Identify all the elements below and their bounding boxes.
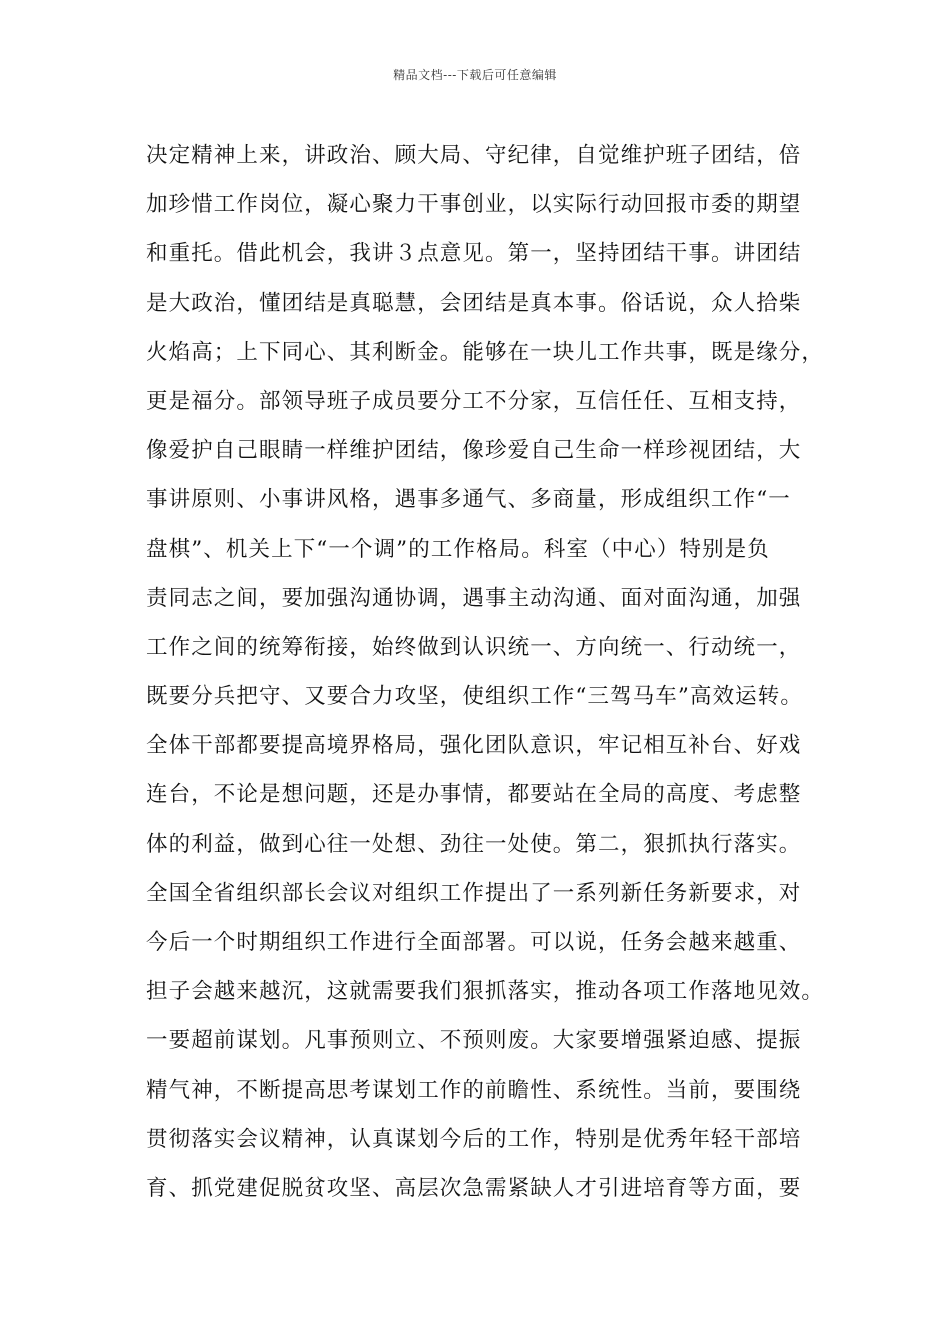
text-line: 是大政治，懂团结是真聪慧，会团结是真本事。俗话说，众人拾柴 (146, 290, 802, 316)
text-line: 体的利益，做到心往一处想、劲往一处使。第二，狠抓执行落实。 (146, 831, 802, 857)
text-line: 盘棋”、机关上下“一个调”的工作格局。科室（中心）特别是负 (146, 536, 770, 562)
text-line: 精气神，不断提高思考谋划工作的前瞻性、系统性。当前，要围绕 (146, 1077, 802, 1103)
text-line: 和重托。借此机会，我讲３点意见。第一，坚持团结干事。讲团结 (146, 241, 802, 267)
text-line: 既要分兵把守、又要合力攻坚，使组织工作“三驾马车”高效运转。 (146, 684, 803, 710)
text-line: 今后一个时期组织工作进行全面部署。可以说，任务会越来越重、 (146, 930, 802, 955)
text-line: 工作之间的统筹衔接，始终做到认识统一、方向统一、行动统一， (146, 634, 802, 660)
text-line: 加珍惜工作岗位，凝心聚力干事创业，以实际行动回报市委的期望 (146, 192, 802, 218)
text-line: 事讲原则、小事讲风格，遇事多通气、多商量，形成组织工作“一 (146, 487, 791, 513)
text-line: 贯彻落实会议精神，认真谋划今后的工作，特别是优秀年轻干部培 (146, 1126, 802, 1152)
text-line: 像爱护自己眼睛一样维护团结，像珍爱自己生命一样珍视团结，大 (146, 438, 802, 464)
text-line: 更是福分。部领导班子成员要分工不分家，互信任任、互相支持， (146, 388, 802, 414)
text-line: 决定精神上来，讲政治、顾大局、守纪律，自觉维护班子团结，倍 (146, 143, 802, 168)
text-line: 一要超前谋划。凡事预则立、不预则废。大家要增强紧迫感、提振 (146, 1028, 802, 1054)
document-body (146, 131, 836, 1213)
text-line: 责同志之间，要加强沟通协调，遇事主动沟通、面对面沟通，加强 (146, 585, 802, 611)
page-header: 精品文档---下载后可任意编辑 (393, 68, 557, 82)
text-line: 育、抓党建促脱贫攻坚、高层次急需紧缺人才引进培育等方面，要 (146, 1175, 802, 1201)
text-line: 全体干部都要提高境界格局，强化团队意识，牢记相互补台、好戏 (146, 733, 802, 759)
text-line: 担子会越来越沉，这就需要我们狠抓落实，推动各项工作落地见效。 (146, 979, 825, 1005)
text-line: 全国全省组织部长会议对组织工作提出了一系列新任务新要求，对 (146, 880, 802, 906)
text-line: 火焰高；上下同心、其利断金。能够在一块儿工作共事，既是缘分， (146, 339, 825, 365)
text-line: 连台，不论是想问题，还是办事情，都要站在全局的高度、考虑整 (146, 782, 802, 808)
